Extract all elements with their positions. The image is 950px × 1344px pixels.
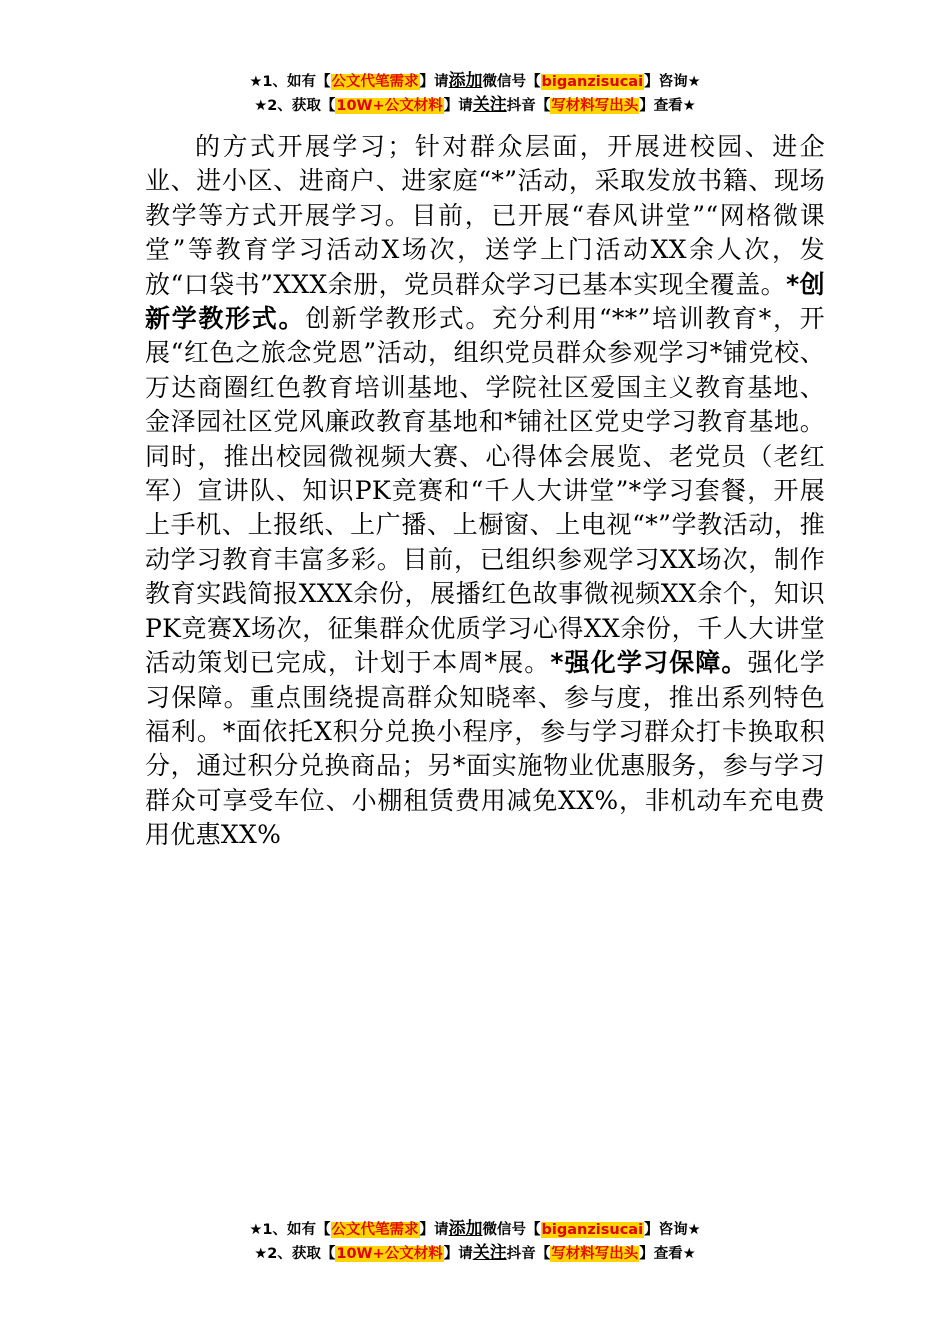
footer-banner-line-2 [0, 1242, 950, 1266]
banner-text: 微信号【 [482, 1222, 541, 1238]
banner-text: 】请 [443, 1246, 473, 1262]
wechat-id-highlight: biganzisucai [541, 1222, 644, 1238]
banner-text: 】请 [443, 98, 473, 114]
banner-underlined: 关注 [472, 1243, 507, 1263]
banner-text: 】请 [419, 74, 449, 90]
header-banner-line-2 [0, 94, 950, 118]
banner-underlined: 添加 [448, 1219, 483, 1239]
banner-text: ★1、如有【 [249, 74, 331, 90]
douyin-id-highlight: 写材料写出头 [551, 1246, 639, 1262]
wechat-id-highlight: biganzisucai [541, 74, 644, 90]
header-banner [0, 70, 950, 118]
document-body [145, 130, 825, 853]
header-banner-line-1 [0, 70, 950, 94]
footer-banner-line-1 [0, 1218, 950, 1242]
banner-text: ★1、如有【 [249, 1222, 331, 1238]
body-paragraph: 的方式开展学习；针对群众层面，开展进校园、进企业、进小区、进商户、进家庭“*”活动，采取发放书籍、现场教学等方式开展学习。目前，已开展“春风讲堂”“网格微课堂”等教育学习活动X场次，送学上门活动XX余人次，发放“口袋书”XXX余册，党员群众学习已基本实现全覆盖。 [145, 132, 825, 299]
banner-highlight: 公文代笔需求 [331, 74, 419, 90]
douyin-id-highlight: 写材料写出头 [551, 98, 639, 114]
section-heading: *强化学习保障。 [550, 648, 748, 678]
banner-highlight: 10W+公文材料 [336, 1246, 443, 1262]
banner-underlined: 关注 [472, 95, 507, 115]
section-heading: *创新学教形式。 [145, 269, 825, 334]
banner-text: 】请 [419, 1222, 449, 1238]
footer-banner [0, 1218, 950, 1266]
banner-text: 】查看★ [639, 1246, 696, 1262]
body-paragraph: 强化学习保障。重点围绕提高群众知晓率、参与度，推出系列特色福利。*面依托X积分兑换小程序，参与学习群众打卡换取积分，通过积分兑换商品；另*面实施物业优惠服务，参与学习群众可享受车位、小棚租赁费用减免XX%，非机动车充电费用优惠XX% [145, 648, 825, 850]
banner-highlight: 10W+公文材料 [336, 98, 443, 114]
banner-underlined: 添加 [448, 71, 483, 91]
banner-text: 】咨询★ [644, 1222, 701, 1238]
body-paragraph: 创新学教形式。充分利用“**”培训教育*，开展“红色之旅念党恩”活动，组织党员群众参观学习*铺党校、万达商圈红色教育培训基地、学院社区爱国主义教育基地、金泽园社区党风廉政教育基地和*铺社区党史学习教育基地。同时，推出校园微视频大赛、心得体会展览、老党员（老红军）宣讲队、知识PK竞赛和“千人大讲堂”*学习套餐，开展上手机、上报纸、上广播、上橱窗、上电视“*”学教活动，推动学习教育丰富多彩。目前，已组织参观学习XX场次，制作教育实践简报XXX余份，展播红色故事微视频XX余个，知识PK竞赛X场次，征集群众优质学习心得XX余份，千人大讲堂活动策划已完成，计划于本周*展。 [145, 304, 825, 678]
banner-text: 抖音【 [506, 1246, 551, 1262]
banner-highlight: 公文代笔需求 [331, 1222, 419, 1238]
banner-text: 抖音【 [506, 98, 551, 114]
banner-text: 】查看★ [639, 98, 696, 114]
banner-text: 】咨询★ [644, 74, 701, 90]
banner-text: ★2、获取【 [254, 1246, 336, 1262]
banner-text: 微信号【 [482, 74, 541, 90]
banner-text: ★2、获取【 [254, 98, 336, 114]
